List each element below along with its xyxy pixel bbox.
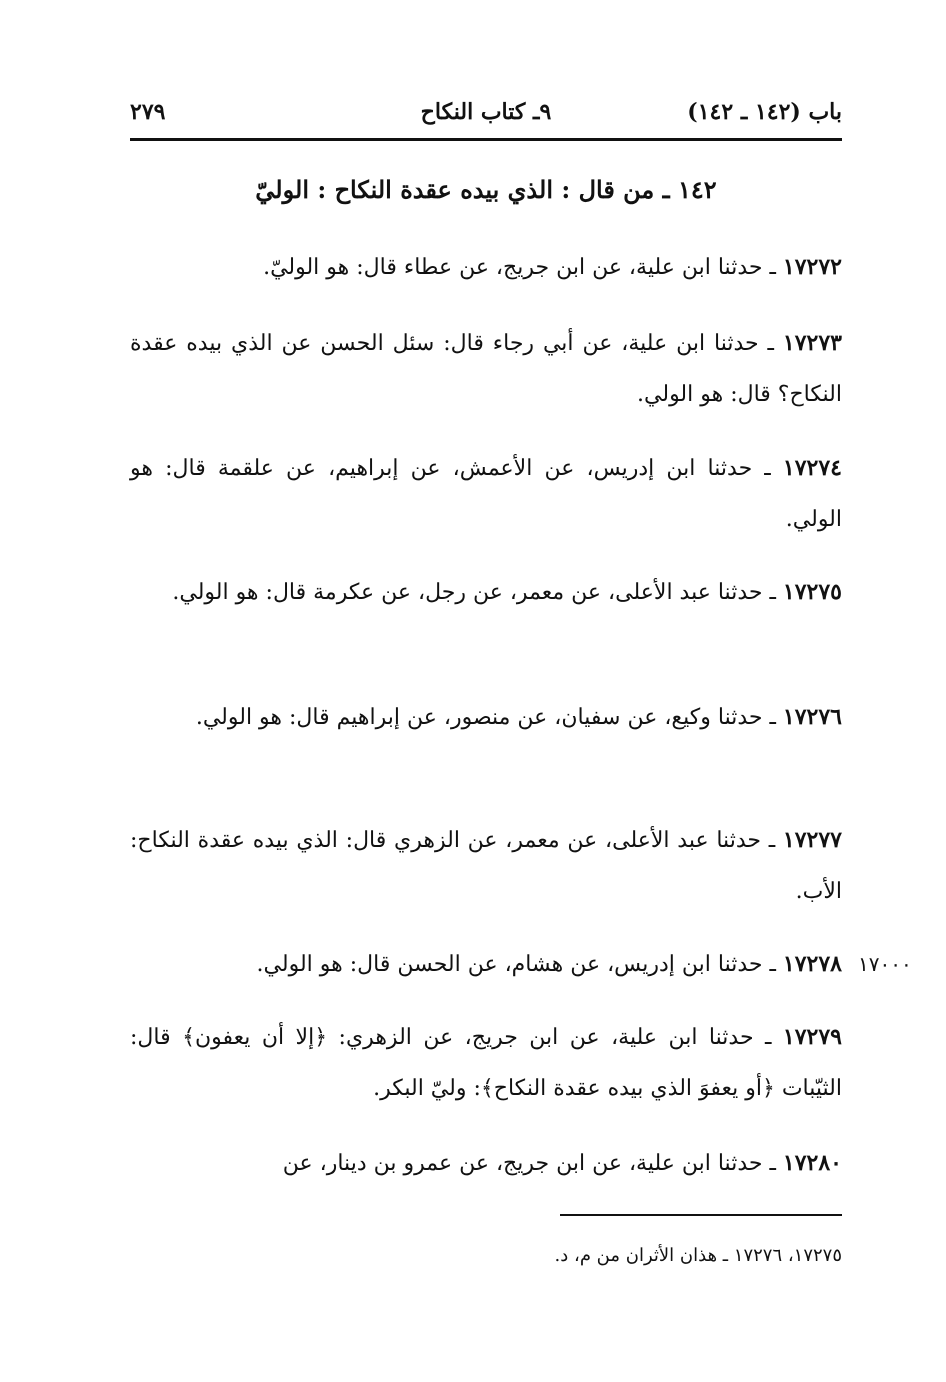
page-number: ٢٧٩	[130, 99, 166, 125]
hadith-number: ١٧٢٧٦	[782, 704, 842, 730]
hadith-text: ـ حدثنا ابن علية، عن ابن جريج، عن عطاء قال: هو الوليّ.	[263, 255, 783, 280]
hadith-entry	[130, 567, 842, 618]
hadith-text: ـ حدثنا عبد الأعلى، عن معمر، عن الزهري قال: الذي بيده عقدة النكاح: الأب.	[130, 828, 842, 904]
hadith-number: ١٧٢٧٨	[782, 951, 842, 977]
hadith-number: ١٧٢٧٢	[782, 254, 842, 280]
hadith-entry	[130, 443, 842, 545]
hadith-entry	[130, 1012, 842, 1114]
hadith-entry	[130, 242, 842, 293]
hadith-entry	[130, 692, 842, 743]
chapter-reference: باب (١٤٢ ـ ١٤٢)	[687, 99, 842, 125]
footnote-rule	[560, 1214, 842, 1216]
hadith-number: ١٧٢٧٥	[782, 579, 842, 605]
header-rule	[130, 138, 842, 141]
hadith-text: ـ حدثنا ابن إدريس، عن هشام، عن الحسن قال: هو الولي.	[256, 952, 783, 977]
hadith-number: ١٧٢٧٣	[782, 330, 842, 356]
margin-reference: ١٧٠٠٠	[858, 952, 912, 976]
hadith-text: ـ حدثنا ابن علية، عن أبي رجاء قال: سئل الحسن عن الذي بيده عقدة النكاح؟ قال: هو الولي.	[130, 331, 842, 407]
hadith-number: ١٧٢٧٤	[782, 455, 842, 481]
hadith-entry	[130, 939, 842, 990]
book-title: ٩ـ كتاب النكاح	[420, 99, 552, 125]
running-header	[130, 92, 842, 134]
hadith-text: ـ حدثنا ابن علية، عن ابن جريج، عن عمرو بن دينار، عن	[282, 1151, 783, 1176]
hadith-number: ١٧٢٧٧	[782, 827, 842, 853]
hadith-text: ـ حدثنا ابن إدريس، عن الأعمش، عن إبراهيم، عن علقمة قال: هو الولي.	[130, 456, 842, 532]
hadith-entry	[130, 318, 842, 420]
section-title: ١٤٢ ـ من قال : الذي بيده عقدة النكاح : الوليّ	[255, 175, 717, 204]
hadith-text: ـ حدثنا عبد الأعلى، عن معمر، عن رجل، عن عكرمة قال: هو الولي.	[172, 580, 783, 605]
footnote: ١٧٢٧٥، ١٧٢٧٦ ـ هذان الأثران من م، د.	[554, 1245, 842, 1266]
hadith-entry	[130, 815, 842, 917]
hadith-text: ـ حدثنا وكيع، عن سفيان، عن منصور، عن إبراهيم قال: هو الولي.	[195, 705, 783, 730]
hadith-entry	[130, 1138, 842, 1189]
hadith-text: ـ حدثنا ابن علية، عن ابن جريج، عن الزهري: ﴿إلا أن يعفون﴾ قال: الثيّبات ﴿أو يعفوَ الذي بيده عقدة النكاح﴾: وليّ البكر.	[130, 1025, 842, 1101]
hadith-number: ١٧٢٨٠	[782, 1150, 842, 1176]
hadith-number: ١٧٢٧٩	[782, 1024, 842, 1050]
